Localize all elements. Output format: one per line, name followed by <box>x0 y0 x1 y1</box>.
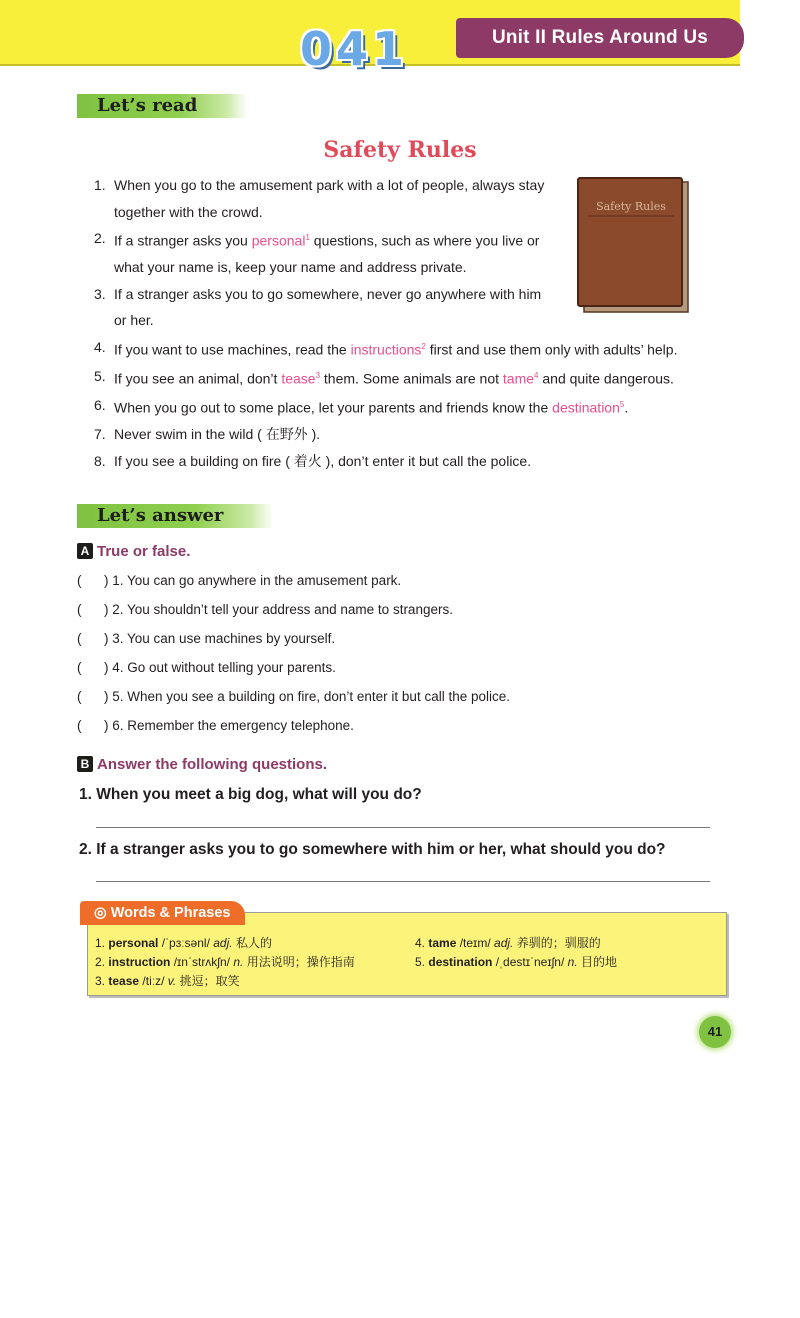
unit-title: Unit II Rules Around Us <box>456 18 744 58</box>
word-term: tease <box>108 974 140 988</box>
rule-item <box>94 448 714 475</box>
rule-text: If you see an animal, don’t <box>114 370 282 387</box>
book-title: Safety Rules <box>596 200 666 213</box>
word-meaning: 私人的 <box>235 936 272 950</box>
word-pos: n. <box>567 955 578 969</box>
question-2: 2. If a stranger asks you to go somewhere with him or her, what should you do? <box>79 841 666 858</box>
word-item-1 <box>95 934 272 951</box>
rule-item <box>94 421 714 448</box>
key-word: instructions <box>350 341 422 358</box>
rule-text: If a stranger asks you <box>114 232 252 249</box>
word-pos: v. <box>167 974 177 988</box>
word-num: 4. <box>415 936 426 950</box>
rule-text: first and use them only with adults’ help. <box>425 341 678 358</box>
part-a-heading <box>77 543 190 560</box>
answer-line-2[interactable] <box>96 881 710 882</box>
tf-item-2[interactable]: ( ) 2. You shouldn’t tell your address and name to strangers. <box>77 602 453 617</box>
footnote-ref: 4 <box>534 370 539 380</box>
word-pos: adj. <box>213 936 233 950</box>
answer-line-1[interactable] <box>96 827 710 828</box>
rule-text: them. Some animals are not <box>320 370 503 387</box>
word-item-4 <box>415 934 601 951</box>
rule-text: If you want to use machines, read the <box>114 341 351 358</box>
word-ipa: /teɪm/ <box>459 936 491 950</box>
word-meaning: 用法说明；操作指南 <box>246 955 355 969</box>
word-term: instruction <box>108 955 171 969</box>
key-word: tease <box>281 370 316 387</box>
rule-number: 4. <box>94 338 106 355</box>
word-item-3 <box>95 972 240 989</box>
rule-text: When you go to the amusement park with a lot of people, always stay <box>114 177 545 193</box>
part-b-heading <box>77 756 327 773</box>
word-term: tame <box>428 936 457 950</box>
word-pos: adj. <box>494 936 514 950</box>
rule-line <box>114 363 714 392</box>
safety-rules-book-illustration <box>576 176 690 314</box>
rule-text: . <box>624 399 629 416</box>
word-num: 3. <box>95 974 106 988</box>
question-1: 1. When you meet a big dog, what will you do? <box>79 786 422 803</box>
page-number: 41 <box>699 1016 731 1048</box>
tf-item-4[interactable]: ( ) 4. Go out without telling your parents. <box>77 660 336 675</box>
reading-title: Safety Rules <box>323 137 477 163</box>
words-phrases-tab <box>80 901 245 925</box>
key-word: destination <box>552 399 620 416</box>
key-word: personal <box>251 232 306 249</box>
part-b-letter: B <box>77 756 93 772</box>
rule-number: 2. <box>94 230 106 246</box>
rule-number: 1. <box>94 177 106 193</box>
lesson-number: 041 <box>300 22 409 76</box>
tf-item-1[interactable]: ( ) 1. You can go anywhere in the amusement park. <box>77 573 402 588</box>
rule-text: together with the crowd. <box>114 203 263 220</box>
lets-answer-banner: Let’s answer <box>77 504 273 528</box>
word-term: personal <box>108 936 159 950</box>
word-pos: n. <box>233 955 244 969</box>
footnote-ref: 2 <box>421 341 426 351</box>
rule-text: what your name is, keep your name and address private. <box>114 259 467 276</box>
word-meaning: 挑逗；取笑 <box>179 974 240 988</box>
word-ipa: /ɪnˈstrʌkʃn/ <box>173 955 230 969</box>
word-meaning: 目的地 <box>581 955 618 969</box>
rule-text: When you go out to some place, let your parents and friends know the <box>114 399 553 416</box>
word-item-2 <box>95 953 355 970</box>
rule-number: 6. <box>94 396 106 413</box>
rule-line <box>114 448 714 475</box>
rule-text: questions, such as where you live or <box>309 232 540 249</box>
footnote-ref: 1 <box>305 233 310 242</box>
rule-line <box>114 392 714 421</box>
word-num: 5. <box>415 955 426 969</box>
key-word: tame <box>502 370 535 387</box>
word-ipa: /ˌdestɪˈneɪʃn/ <box>495 955 565 969</box>
footnote-ref: 5 <box>619 399 625 409</box>
word-ipa: /tiːz/ <box>142 974 165 988</box>
lets-read-banner: Let’s read <box>77 94 247 118</box>
rule-text: or her. <box>114 312 154 329</box>
rule-text: Never swim in the wild ( 在野外 ). <box>114 426 321 443</box>
part-a-letter: A <box>77 543 93 559</box>
book-cover <box>578 178 682 306</box>
rule-number: 7. <box>94 426 106 443</box>
word-num: 1. <box>95 936 106 950</box>
rule-text: and quite dangerous. <box>538 370 674 387</box>
rule-item <box>94 363 714 392</box>
word-num: 2. <box>95 955 106 969</box>
word-term: destination <box>428 955 493 969</box>
rule-number: 5. <box>94 367 106 384</box>
tf-item-3[interactable]: ( ) 3. You can use machines by yourself. <box>77 631 336 646</box>
word-item-5 <box>415 953 617 970</box>
part-a-heading-text: True or false. <box>97 543 191 560</box>
rule-item <box>94 334 714 363</box>
part-b-heading-text: Answer the following questions. <box>97 756 328 773</box>
tf-item-5[interactable]: ( ) 5. When you see a building on fire, don’t enter it but call the police. <box>77 689 510 704</box>
rule-text: If you see a building on fire ( 着火 ), don’t enter it but call the police. <box>114 452 532 469</box>
footnote-ref: 3 <box>315 370 321 380</box>
rule-text: If a stranger asks you to go somewhere, never go anywhere with him <box>114 285 542 302</box>
rule-line <box>114 421 714 448</box>
rule-number: 8. <box>94 452 106 469</box>
word-ipa: /ˈpɜːsənl/ <box>161 936 210 950</box>
rule-line <box>114 334 714 363</box>
rule-number: 3. <box>94 285 106 302</box>
words-phrases-label: Words & Phrases <box>110 905 231 921</box>
tf-item-6[interactable]: ( ) 6. Remember the emergency telephone. <box>77 718 354 733</box>
word-meaning: 养驯的；驯服的 <box>516 936 601 950</box>
rule-item <box>94 392 714 421</box>
target-icon: ◎ <box>94 905 107 921</box>
